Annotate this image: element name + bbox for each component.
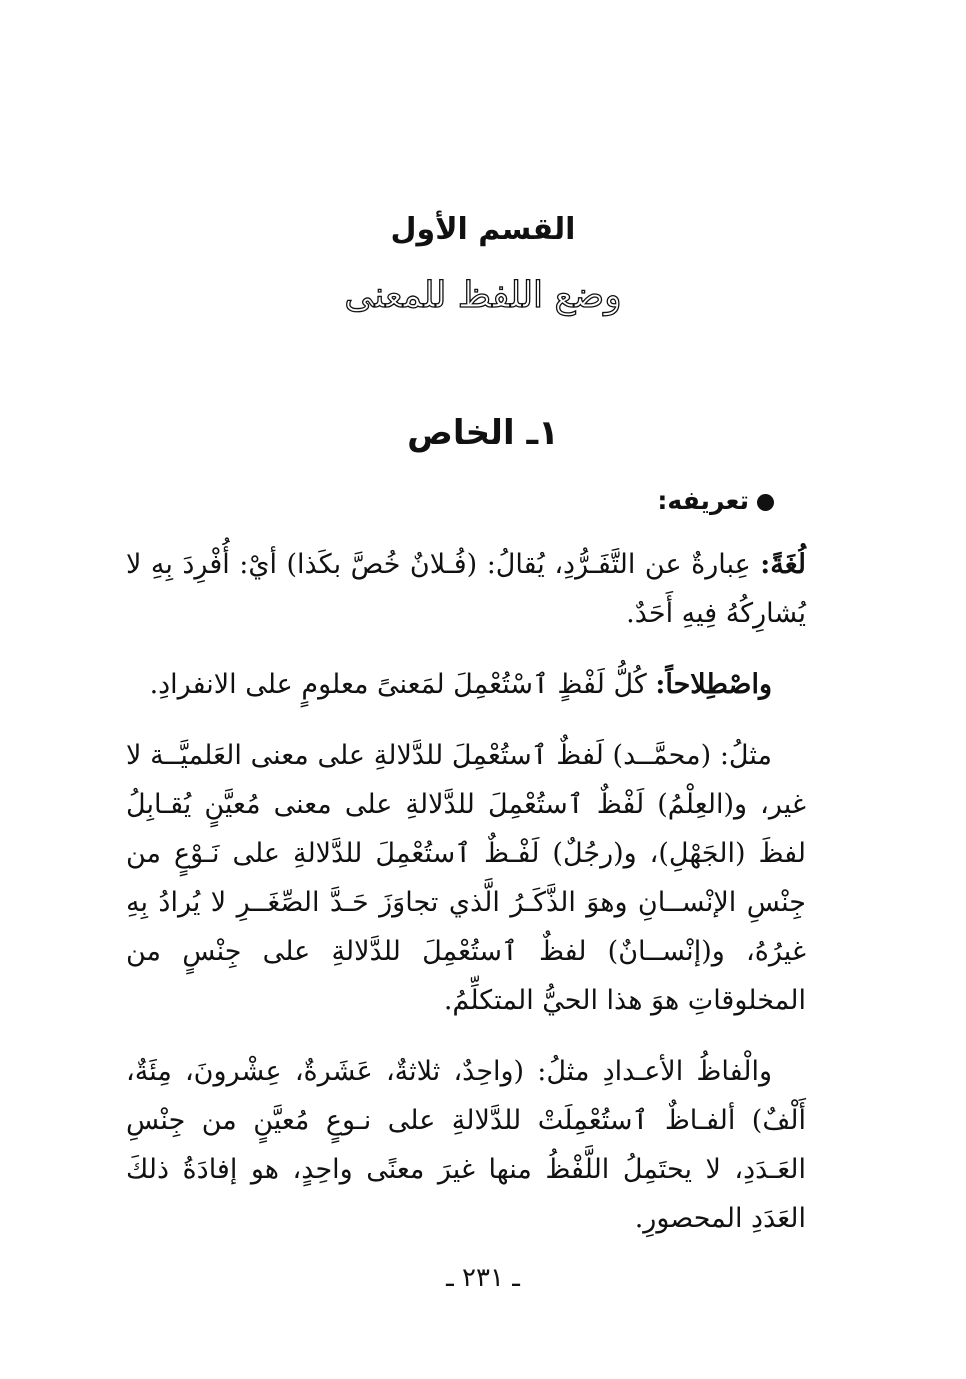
definition-heading [657, 484, 774, 518]
lugha-text: عِبارةٌ عن التَّفَـرُّدِ، يُقالُ: (فُـلانٌ خُصَّ بكَذا) أيْ: أُفْرِدَ بِهِ لا يُشارِكُهُ فِيهِ أَحَدٌ. [126, 549, 806, 629]
istilah-paragraph [126, 660, 806, 709]
lugha-paragraph [126, 540, 806, 638]
section-title: القسم الأول [390, 212, 576, 247]
section-subtitle: وضع اللفظ للمعنى [344, 275, 622, 316]
istilah-term: واصْطِلاحاً: [655, 669, 772, 700]
lugha-term: لُغَةً: [760, 549, 806, 580]
page-number: ـ ٢٣١ ـ [446, 1263, 520, 1293]
examples-paragraph-1: مثلُ: (محمَّــد) لَفظٌ ٱستُعْمِلَ للدَّلالةِ على معنى العَلميَّــة لا غير، و(العِلْمُ) لَفْظٌ ٱستُعْمِلَ للدَّلالةِ على معنى مُعيَّنٍ يُقـابِلُ لفظَ (الجَهْلِ)، و(رجُلٌ) لَفْـظٌ ٱستُعْمِلَ للدَّلالةِ على نَـوْعٍ من جِنْسِ الإنْســانِ وهوَ الذَّكَـرُ الَّذي تجاوَزَ حَـدَّ الصِّغَــرِ لا يُرادُ بِهِ غيرُهُ، و(إنْســانٌ) لفظٌ ٱستُعْمِلَ للدَّلالةِ على جِنْسٍ من المخلوقاتِ هوَ هذا الحيُّ المتكلِّمُ. [126, 740, 806, 1016]
bullet-icon [757, 494, 774, 511]
istilah-text: كُلُّ لَفْظٍ ٱسْتُعْمِلَ لمَعنىً معلومٍ على الانفرادِ. [149, 669, 647, 700]
examples-paragraph-2: والْفاظُ الأعـدادِ مثلُ: (واحِدٌ، ثلاثةٌ، عَشَرةٌ، عِشْرونَ، مِئَةٌ، أَلْفٌ) ألفـاظٌ ٱستُعْمِلَتْ للدَّلالةِ على نـوعٍ مُعيَّنٍ من جِنْسِ العَـدَدِ، لا يحتَمِلُ اللَّفْظُ منها غيرَ معنًى واحِدٍ، هو إفادَةُ ذلكَ العَدَدِ المحصورِ. [126, 1056, 806, 1234]
definition-heading-label: تعريفه: [657, 486, 749, 515]
body-text [126, 540, 806, 1265]
topic-heading: ١ـ الخاص [407, 413, 559, 453]
